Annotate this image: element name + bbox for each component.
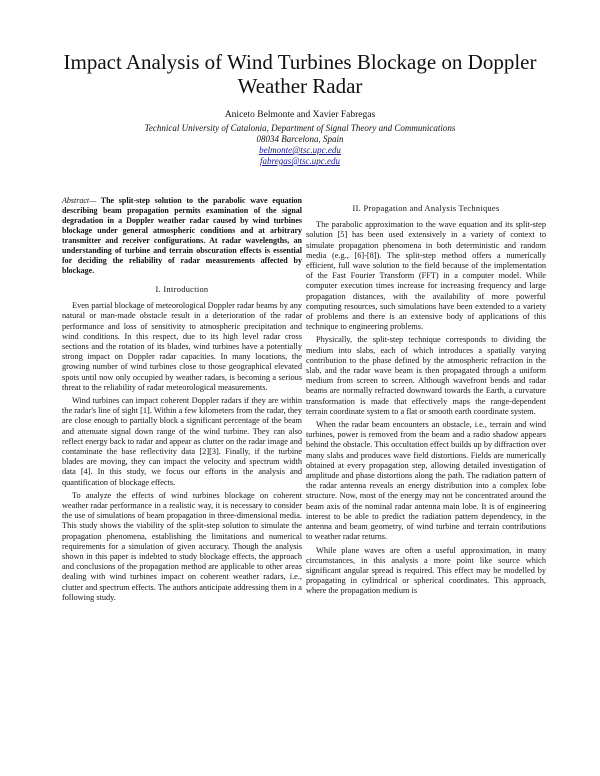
intro-paragraph: Even partial blockage of meteorological Doppler radar beams by any natural or man-made obstacle result in a deterioration of the radar performance and loss of sensitivity to atmospheric precipitation and wind conditions. In this respect, due to its high level radar cross sections and the rotation of its blades, wind turbines have a potentially strong impact on Doppler radar capacities. In many locations, the growing number of wind turbines close to those geographical elevated spots until now only occupied by weather radars, is becoming a serious threat to the reliability of radar meteorological measurements.	[62, 301, 302, 392]
abstract-lead: Abstract—	[62, 196, 97, 205]
intro-paragraph: Wind turbines can impact coherent Doppler radars if they are within the radar's line of sight [1]. Within a few kilometers from the radar, they are close enough to partially block a significant percentage of the beam and attenuate signal down range of the wind turbine. They can also reflect energy back to radar and appear as clutter on the radar image and contaminate the base reflectivity data [2][3]. Finally, if the turbine blades are moving, they can impact the velocity and spectrum width data [4]. In this study, we focus our efforts in the analysis and quantification of blockage effects.	[62, 396, 302, 487]
propagation-paragraph: Physically, the split-step technique corresponds to dividing the medium into slabs, each of which introduces a spatially varying contribution to the phase defined by the atmospheric refraction in the slab, and the radar wave beam is then propagated through a uniform medium from screen to screen. Although wavefront bends and radar beams are normally refracted downward towards the Earth, a curvature transformation is made that effectively maps the range-dependent terrain coordinate system to a flat or smooth earth coordinate system.	[306, 335, 546, 416]
paper-authors: Aniceto Belmonte and Xavier Fabregas	[224, 110, 376, 120]
abstract	[62, 196, 302, 276]
affiliation-institution: Technical University of Catalonia, Department of Signal Theory and Communications	[144, 123, 456, 133]
left-column	[62, 196, 302, 606]
intro-paragraph: To analyze the effects of wind turbines blockage on coherent weather radar performance in a realistic way, it is necessary to consider the use of simulations of beam propagation in three-dimensional media. This study shows the viability of the split-step solution to simulate the propagation phenomena, establishing the limitations and numerical requirements for a simulation of given accuracy. Though the analysis shown in this paper is indebted to study blockage effects, the approach and conclusions of the propagation method are applicable to other areas dealing with wind turbines impact on coherent weather radars, i.e., clutter and spectrum effects. The authors anticipate addressing them in a following study.	[62, 490, 302, 602]
paper-title: Impact Analysis of Wind Turbines Blockage on Doppler Weather Radar	[63, 50, 537, 98]
section-heading-introduction: I. Introduction	[155, 285, 209, 294]
email-link-2[interactable]: fabregas@tsc.upc.edu	[260, 156, 340, 166]
propagation-paragraph: The parabolic approximation to the wave equation and its split-step solution [5] has been used extensively in a variety of context to simulate propagation phenomena in both deterministic and random media (e.g., [6]-[8]). The split-step method offers a numerically efficient, full wave solution to the field because of the implementation of the Fast Fourier Transform (FFT) in a computer model. While computer execution times increase for increasing frequency and large propagation distances, with the availability of more powerful computing resources, such simulations have been extended to a variety of problems and there is an extensive body of applications of this technique to engineering problems.	[306, 220, 546, 332]
abstract-text: The split-step solution to the parabolic wave equation describing beam propagation permits examination of the signal degradation in a Doppler weather radar caused by wind turbines blockage under general atmospheric conditions and at arbitrary transmitter and receiver configurations. At radar wavelengths, an understanding of turbine and terrain obscuration effects is essential for deciding the reliability of radar measurements affected by blockage.	[62, 196, 302, 275]
section-heading-propagation: II. Propagation and Analysis Techniques	[352, 204, 500, 213]
affiliation-address: 08034 Barcelona, Spain	[256, 134, 344, 144]
affiliation	[60, 123, 540, 167]
propagation-paragraph: When the radar beam encounters an obstacle, i.e., terrain and wind turbines, power is removed from the beam and a radio shadow appears behind the obstacle. This occultation effect builds up by diffraction over many slabs and produces wave field distortions. Fields are numerically obtained at every propagation step, allowing detailed investigation of amplitude and phase distortions along the path. The radiation pattern of the radar antenna reveals an energy distribution into a complex lobe structure. Now, most of the energy may not be concentrated around the beam axis of the nominal radar antenna main lobe. It is of engineering interest to be able to predict the radiation pattern dependency, in the antenna and beam geometry, of wind turbine and terrain contributions to weather radar returns.	[306, 420, 546, 542]
right-column	[306, 204, 546, 600]
email-link-1[interactable]: belmonte@tsc.upc.edu	[259, 145, 341, 155]
propagation-paragraph: While plane waves are often a useful approximation, in many circumstances, in this analysis a more point like source which significant angular spread is required. This effect may be modelled by propagating in cylindrical or spherical coordinates. This approach, where the propagation medium is	[306, 545, 546, 596]
